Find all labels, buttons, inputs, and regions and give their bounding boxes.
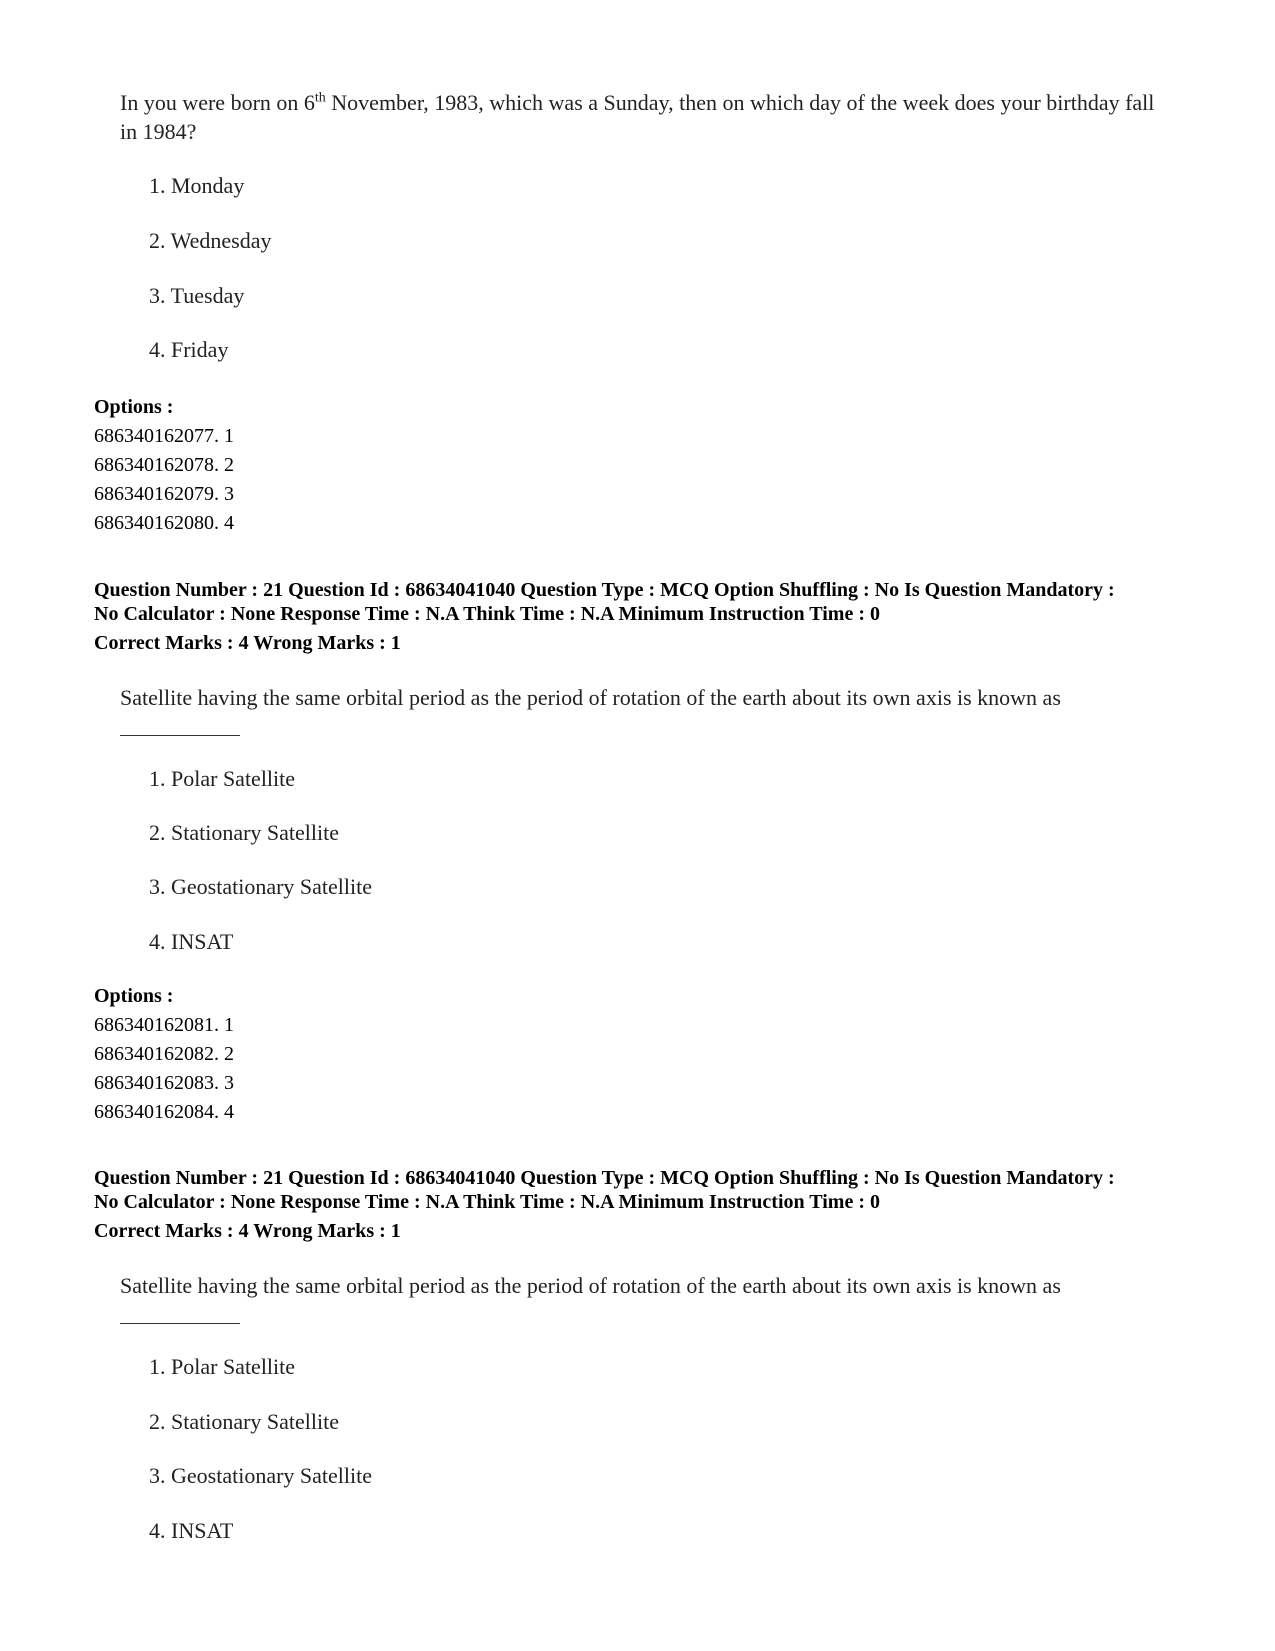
option-id-row: 686340162082. 2	[94, 1043, 234, 1065]
answer-blank	[120, 1323, 240, 1324]
option-id-row: 686340162081. 1	[94, 1014, 234, 1036]
choice-item: 1. Monday	[149, 173, 245, 198]
question-meta-line: Question Number : 21 Question Id : 68634041040 Question Type : MCQ Option Shuffling : No Is Question Mandatory :	[94, 1167, 1115, 1189]
choice-item: 4. INSAT	[149, 929, 234, 954]
choice-item: 3. Geostationary Satellite	[149, 1463, 372, 1488]
choice-item: 3. Tuesday	[149, 283, 245, 308]
choice-item: 2. Stationary Satellite	[149, 1409, 340, 1434]
question-meta-line: Question Number : 21 Question Id : 68634041040 Question Type : MCQ Option Shuffling : No Is Question Mandatory :	[94, 579, 1115, 601]
choice-item: 4. Friday	[149, 337, 229, 362]
choice-item: 2. Wednesday	[149, 228, 272, 253]
option-id-row: 686340162083. 3	[94, 1072, 234, 1094]
choice-item: 1. Polar Satellite	[149, 1354, 296, 1379]
question-meta-line: No Calculator : None Response Time : N.A Think Time : N.A Minimum Instruction Time : 0	[94, 603, 880, 625]
choice-item: 2. Stationary Satellite	[149, 820, 340, 845]
stem-text: November, 1983, which was a Sunday, then on which day of the week does your birthday fall in 1984?	[120, 90, 1155, 144]
option-id-row: 686340162077. 1	[94, 425, 234, 447]
question-marks: Correct Marks : 4 Wrong Marks : 1	[94, 1220, 401, 1242]
answer-blank	[120, 735, 240, 736]
question-stem	[120, 88, 1160, 146]
question-stem: Satellite having the same orbital period as the period of rotation of the earth about its own axis is known as	[120, 1273, 1061, 1298]
option-id-row: 686340162079. 3	[94, 483, 234, 505]
options-label: Options :	[94, 985, 174, 1007]
stem-text: In you were born on 6	[120, 90, 315, 115]
question-meta-line: No Calculator : None Response Time : N.A Think Time : N.A Minimum Instruction Time : 0	[94, 1191, 880, 1213]
option-id-row: 686340162078. 2	[94, 454, 234, 476]
option-id-row: 686340162080. 4	[94, 512, 234, 534]
ordinal-suffix: th	[314, 90, 326, 106]
options-label: Options :	[94, 396, 174, 418]
choice-item: 1. Polar Satellite	[149, 766, 296, 791]
choice-item: 4. INSAT	[149, 1518, 234, 1543]
question-stem: Satellite having the same orbital period as the period of rotation of the earth about its own axis is known as	[120, 685, 1061, 710]
option-id-row: 686340162084. 4	[94, 1101, 234, 1123]
question-marks: Correct Marks : 4 Wrong Marks : 1	[94, 632, 401, 654]
choice-item: 3. Geostationary Satellite	[149, 874, 372, 899]
